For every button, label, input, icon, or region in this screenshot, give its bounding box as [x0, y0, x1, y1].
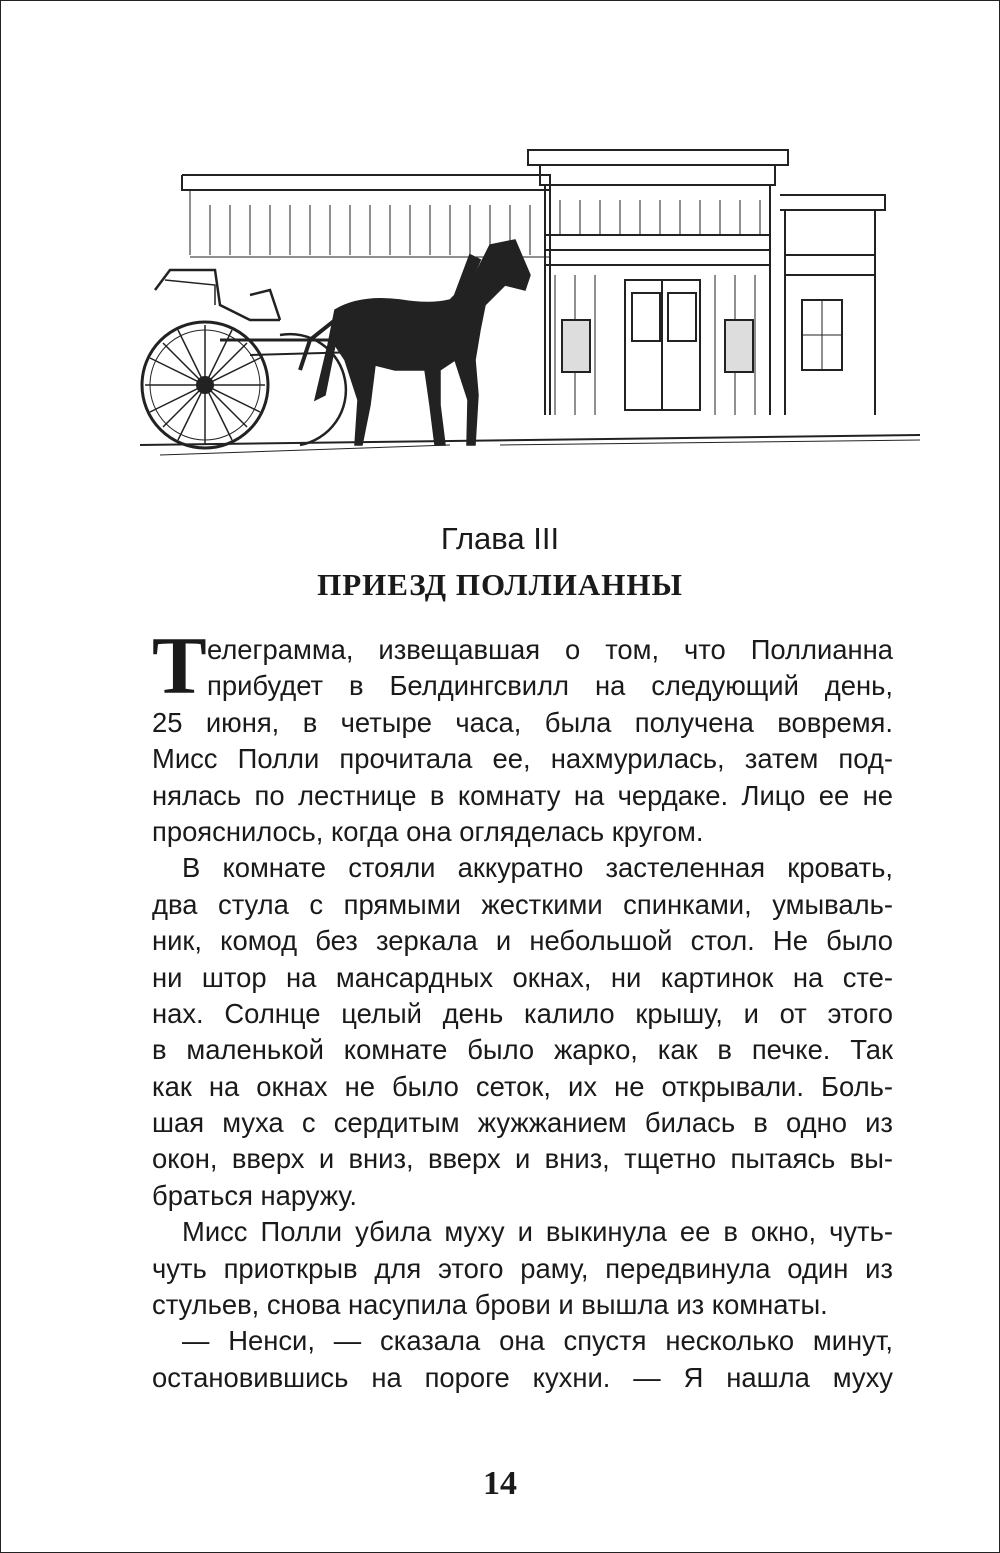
text-line: окон, вверх и вниз, вверх и вниз, тщетно пытаясь вы- [152, 1143, 893, 1175]
text-line: — Ненси, — сказала она спустя несколько минут, [182, 1325, 893, 1357]
text-line: В комнате стояли аккуратно застеленная кровать, [182, 852, 893, 884]
text-line: елеграмма, извещавшая о том, что Поллианна [207, 634, 893, 665]
text-line: 25 июня, в четыре часа, была получена вовремя. [152, 706, 893, 738]
text-line: браться наружу. [152, 1179, 357, 1211]
text-line: ни штор на мансардных окнах, ни картинок на сте- [152, 961, 893, 993]
text-line: прибудет в Белдингсвилл на следующий день, [207, 670, 893, 702]
horse-carriage-illustration [130, 145, 930, 480]
text-line: ник, комод без зеркала и небольшой стол. Не было [152, 925, 893, 957]
text-line: Мисс Полли убила муху и выкинула ее в окно, чуть- [182, 1216, 893, 1248]
text-line: шая муха с сердитым жужжанием билась в одно из [152, 1107, 893, 1139]
text-line: стульев, снова насупила брови и вышла из комнаты. [152, 1289, 828, 1321]
text-line: в маленькой комнате было жарко, как в печке. Так [152, 1034, 893, 1066]
text-line: как на окнах не было сеток, их не открывали. Боль- [152, 1070, 893, 1102]
chapter-title: ПРИЕЗД ПОЛЛИАННЫ [317, 567, 683, 602]
text-line: прояснилось, когда она огляделась кругом. [152, 815, 704, 847]
drop-cap: Т [152, 620, 207, 711]
chapter-number: Глава III [440, 521, 560, 556]
text-line: нах. Солнце целый день калило крышу, и от этого [152, 997, 893, 1029]
page-number: 14 [483, 1465, 517, 1502]
text-line: Мисс Полли прочитала ее, нахмурилась, затем под- [152, 743, 893, 775]
body-text [152, 620, 893, 1396]
text-line: нялась по лестнице в комнату на чердаке. Лицо ее не [152, 779, 893, 811]
text-line: чуть приоткрыв для этого раму, передвинула один из [152, 1252, 893, 1284]
text-line: два стула с прямыми жесткими спинками, умываль- [152, 888, 893, 920]
text-line: остановившись на пороге кухни. — Я нашла муху [152, 1361, 893, 1393]
